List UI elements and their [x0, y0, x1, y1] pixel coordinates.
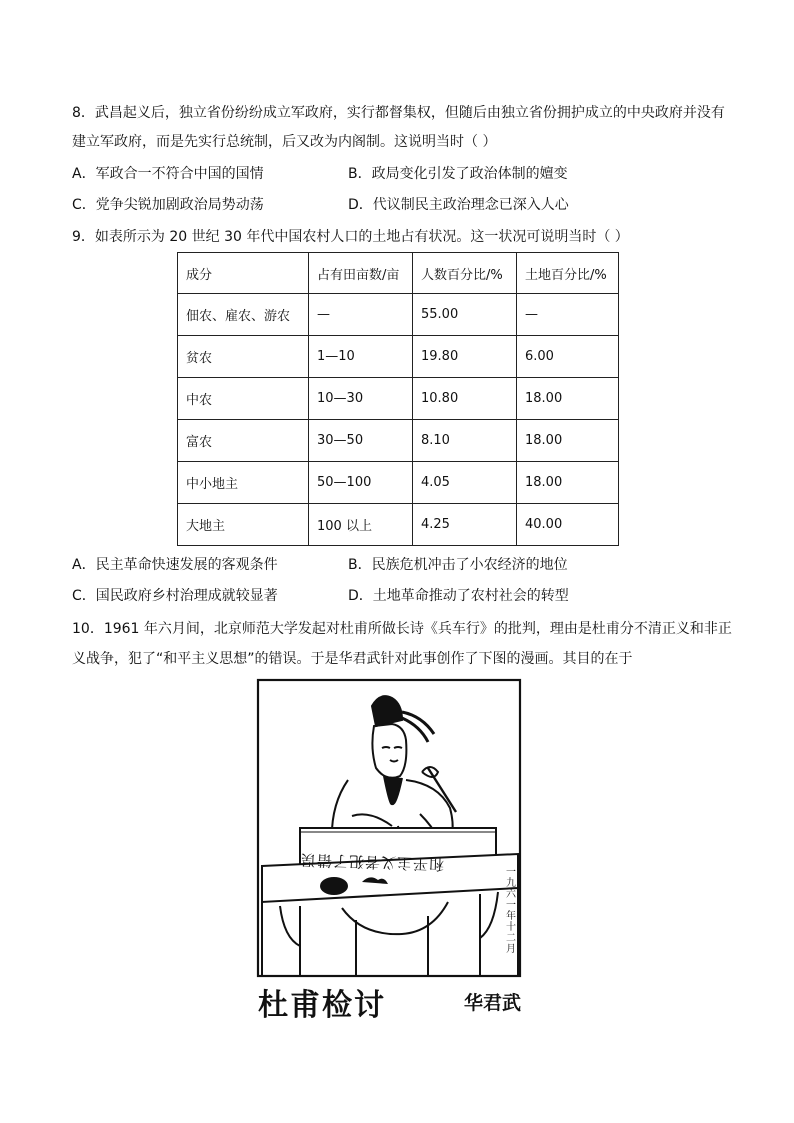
table-cell: 富农 — [178, 420, 309, 462]
table-cell: 55.00 — [413, 294, 517, 336]
header-cell: 人数百分比/% — [413, 253, 517, 294]
table-cell: 大地主 — [178, 504, 309, 546]
cartoon-date: 一九六一年十二月 — [506, 867, 516, 955]
table-cell: — — [309, 294, 413, 336]
table-cell: 1—10 — [309, 336, 413, 378]
q9-stem: 9．如表所示为 20 世纪 30 年代中国农村人口的土地占有状况。这一状况可说明当时（ ） — [72, 229, 629, 245]
table-cell: 30—50 — [309, 420, 413, 462]
table-cell: 100 以上 — [309, 504, 413, 546]
land-ownership-table — [177, 252, 619, 546]
table-cell: 10.80 — [413, 378, 517, 420]
table-cell: 佃农、雇农、游农 — [178, 294, 309, 336]
table-cell: 50—100 — [309, 462, 413, 504]
table-cell: 40.00 — [517, 504, 619, 546]
q8-stem-line2: 建立军政府，而是先实行总统制，后又改为内阁制。这说明当时（ ） — [72, 134, 497, 150]
table-row — [178, 336, 619, 378]
table-cell: 4.25 — [413, 504, 517, 546]
cartoon-caption: 杜甫检讨 — [258, 988, 386, 1023]
header-cell: 土地百分比/% — [517, 253, 619, 294]
table-cell: 10—30 — [309, 378, 413, 420]
q8-option-d: D．代议制民主政治理念已深入人心 — [348, 197, 569, 213]
q10-stem-line2: 义战争，犯了“和平主义思想”的错误。于是华君武针对此事创作了下图的漫画。其目的在于 — [72, 651, 633, 667]
header-cell: 成分 — [178, 253, 309, 294]
q8-option-c: C．党争尖锐加剧政治局势动荡 — [72, 197, 264, 213]
q8-stem-line1: 8．武昌起义后，独立省份纷纷成立军政府，实行都督集权，但随后由独立省份拥护成立的中央政府并没有 — [72, 105, 725, 121]
table-cell: 19.80 — [413, 336, 517, 378]
table-cell: 6.00 — [517, 336, 619, 378]
q10-stem-line1: 10．1961 年六月间，北京师范大学发起对杜甫所做长诗《兵车行》的批判，理由是杜甫分不清正义和非正 — [72, 621, 732, 637]
q8-option-a: A．军政合一不符合中国的国情 — [72, 166, 264, 182]
q9-option-a: A．民主革命快速发展的客观条件 — [72, 557, 278, 573]
table-cell: 贫农 — [178, 336, 309, 378]
q9-option-d: D．土地革命推动了农村社会的转型 — [348, 588, 569, 604]
scroll-text: 和平主义者犯了错误 — [299, 850, 445, 874]
table-cell: 18.00 — [517, 420, 619, 462]
table-cell: 18.00 — [517, 462, 619, 504]
header-cell: 占有田亩数/亩 — [309, 253, 413, 294]
table-cell: 中小地主 — [178, 462, 309, 504]
inkstone-icon — [320, 877, 348, 895]
cartoon-signature: 华君武 — [464, 992, 522, 1014]
table-cell: 4.05 — [413, 462, 517, 504]
table-cell: — — [517, 294, 619, 336]
q9-option-b: B．民族危机冲击了小农经济的地位 — [348, 557, 568, 573]
table-row — [178, 420, 619, 462]
q8-option-b: B．政局变化引发了政治体制的嬗变 — [348, 166, 568, 182]
table-row — [178, 378, 619, 420]
table-header-row — [178, 253, 619, 294]
table-row — [178, 462, 619, 504]
table-cell: 中农 — [178, 378, 309, 420]
q9-option-c: C．国民政府乡村治理成就较显著 — [72, 588, 278, 604]
table-row — [178, 504, 619, 546]
table-cell: 18.00 — [517, 378, 619, 420]
table-row — [178, 294, 619, 336]
table-cell: 8.10 — [413, 420, 517, 462]
